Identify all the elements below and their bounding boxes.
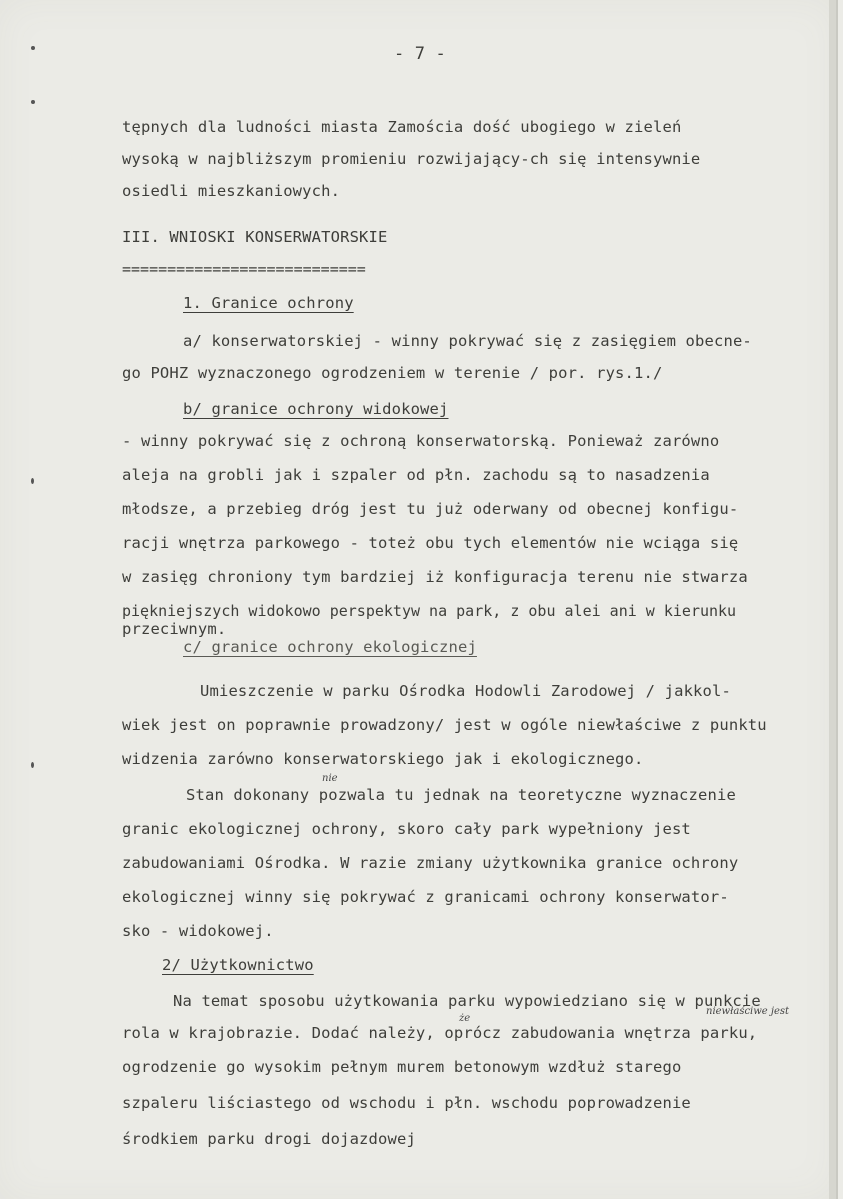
page-mark-dot (31, 762, 34, 768)
text-line: ogrodzenie go wysokim pełnym murem betonowym wzdłuż starego (122, 1058, 682, 1076)
text-line: wiek jest on poprawnie prowadzony/ jest w ogóle niewłaściwe z punktu (122, 716, 767, 734)
text-line: piękniejszych widokowo perspektyw na park, z obu alei ani w kierunku (122, 602, 737, 620)
text-line: Stan dokonany pozwala tu jednak na teoretyczne wyznaczenie (186, 786, 736, 804)
subheading-granice-ochrony: 1. Granice ochrony (183, 294, 354, 312)
subheading-ochrona-widokowa: b/ granice ochrony widokowej (183, 400, 449, 418)
text-line: wysoką w najbliższym promieniu rozwijający-ch się intensywnie (122, 150, 701, 168)
text-line: sko - widokowej. (122, 922, 274, 940)
text-line: w zasięg chroniony tym bardziej iż konfiguracja terenu nie stwarza (122, 568, 748, 586)
text-line: a/ konserwatorskiej - winny pokrywać się z zasięgiem obecne- (183, 332, 752, 350)
text-line: granic ekologicznej ochrony, skoro cały park wypełniony jest (122, 820, 691, 838)
text-line: Umieszczenie w parku Ośrodka Hodowli Zarodowej / jakkol- (200, 682, 731, 700)
handwritten-note-nie: nie (322, 773, 338, 784)
page-number: - 7 - (394, 44, 446, 64)
subheading-ochrona-ekologiczna: c/ granice ochrony ekologicznej (183, 638, 477, 656)
text-line: osiedli mieszkaniowych. (122, 182, 341, 200)
text-line: widzenia zarówno konserwatorskiego jak i ekologicznego. (122, 750, 644, 768)
text-line: aleja na grobli jak i szpaler od płn. zachodu są to nasadzenia (122, 466, 710, 484)
page-mark-dot (31, 46, 35, 50)
text-line: przeciwnym. (122, 620, 227, 638)
text-line: rola w krajobrazie. Dodać należy, oprócz zabudowania wnętrza parku, (122, 1024, 758, 1042)
page-edge (829, 0, 836, 1199)
handwritten-note-ze: że (459, 1013, 471, 1024)
text-line: racji wnętrza parkowego - toteż obu tych elementów nie wciąga się (122, 534, 739, 552)
text-line: szpaleru liściastego od wschodu i płn. wschodu poprowadzenie (122, 1094, 691, 1112)
subheading-uzytkownictwo: 2/ Użytkownictwo (162, 956, 314, 974)
text-line: tępnych dla ludności miasta Zamościa dość ubogiego w zieleń (122, 118, 682, 136)
text-line: młodsze, a przebieg dróg jest tu już oderwany od obecnej konfigu- (122, 500, 739, 518)
double-rule: =========================== (122, 260, 366, 278)
page-mark-dot (31, 478, 34, 484)
handwritten-note-niewlasciwe-jest: niewłaściwe jest (706, 1006, 790, 1017)
text-line: go POHZ wyznaczonego ogrodzeniem w terenie / por. rys.1./ (122, 364, 663, 382)
section-heading: III. WNIOSKI KONSERWATORSKIE (122, 228, 388, 246)
text-line: zabudowaniami Ośrodka. W razie zmiany użytkownika granice ochrony (122, 854, 739, 872)
page-mark-dot (31, 100, 35, 104)
text-line: - winny pokrywać się z ochroną konserwatorską. Ponieważ zarówno (122, 432, 720, 450)
text-line: Na temat sposobu użytkowania parku wypowiedziano się w punkcie (173, 992, 761, 1010)
text-line: ekologicznej winny się pokrywać z granicami ochrony konserwator- (122, 888, 729, 906)
text-line: środkiem parku drogi dojazdowej (122, 1130, 416, 1148)
